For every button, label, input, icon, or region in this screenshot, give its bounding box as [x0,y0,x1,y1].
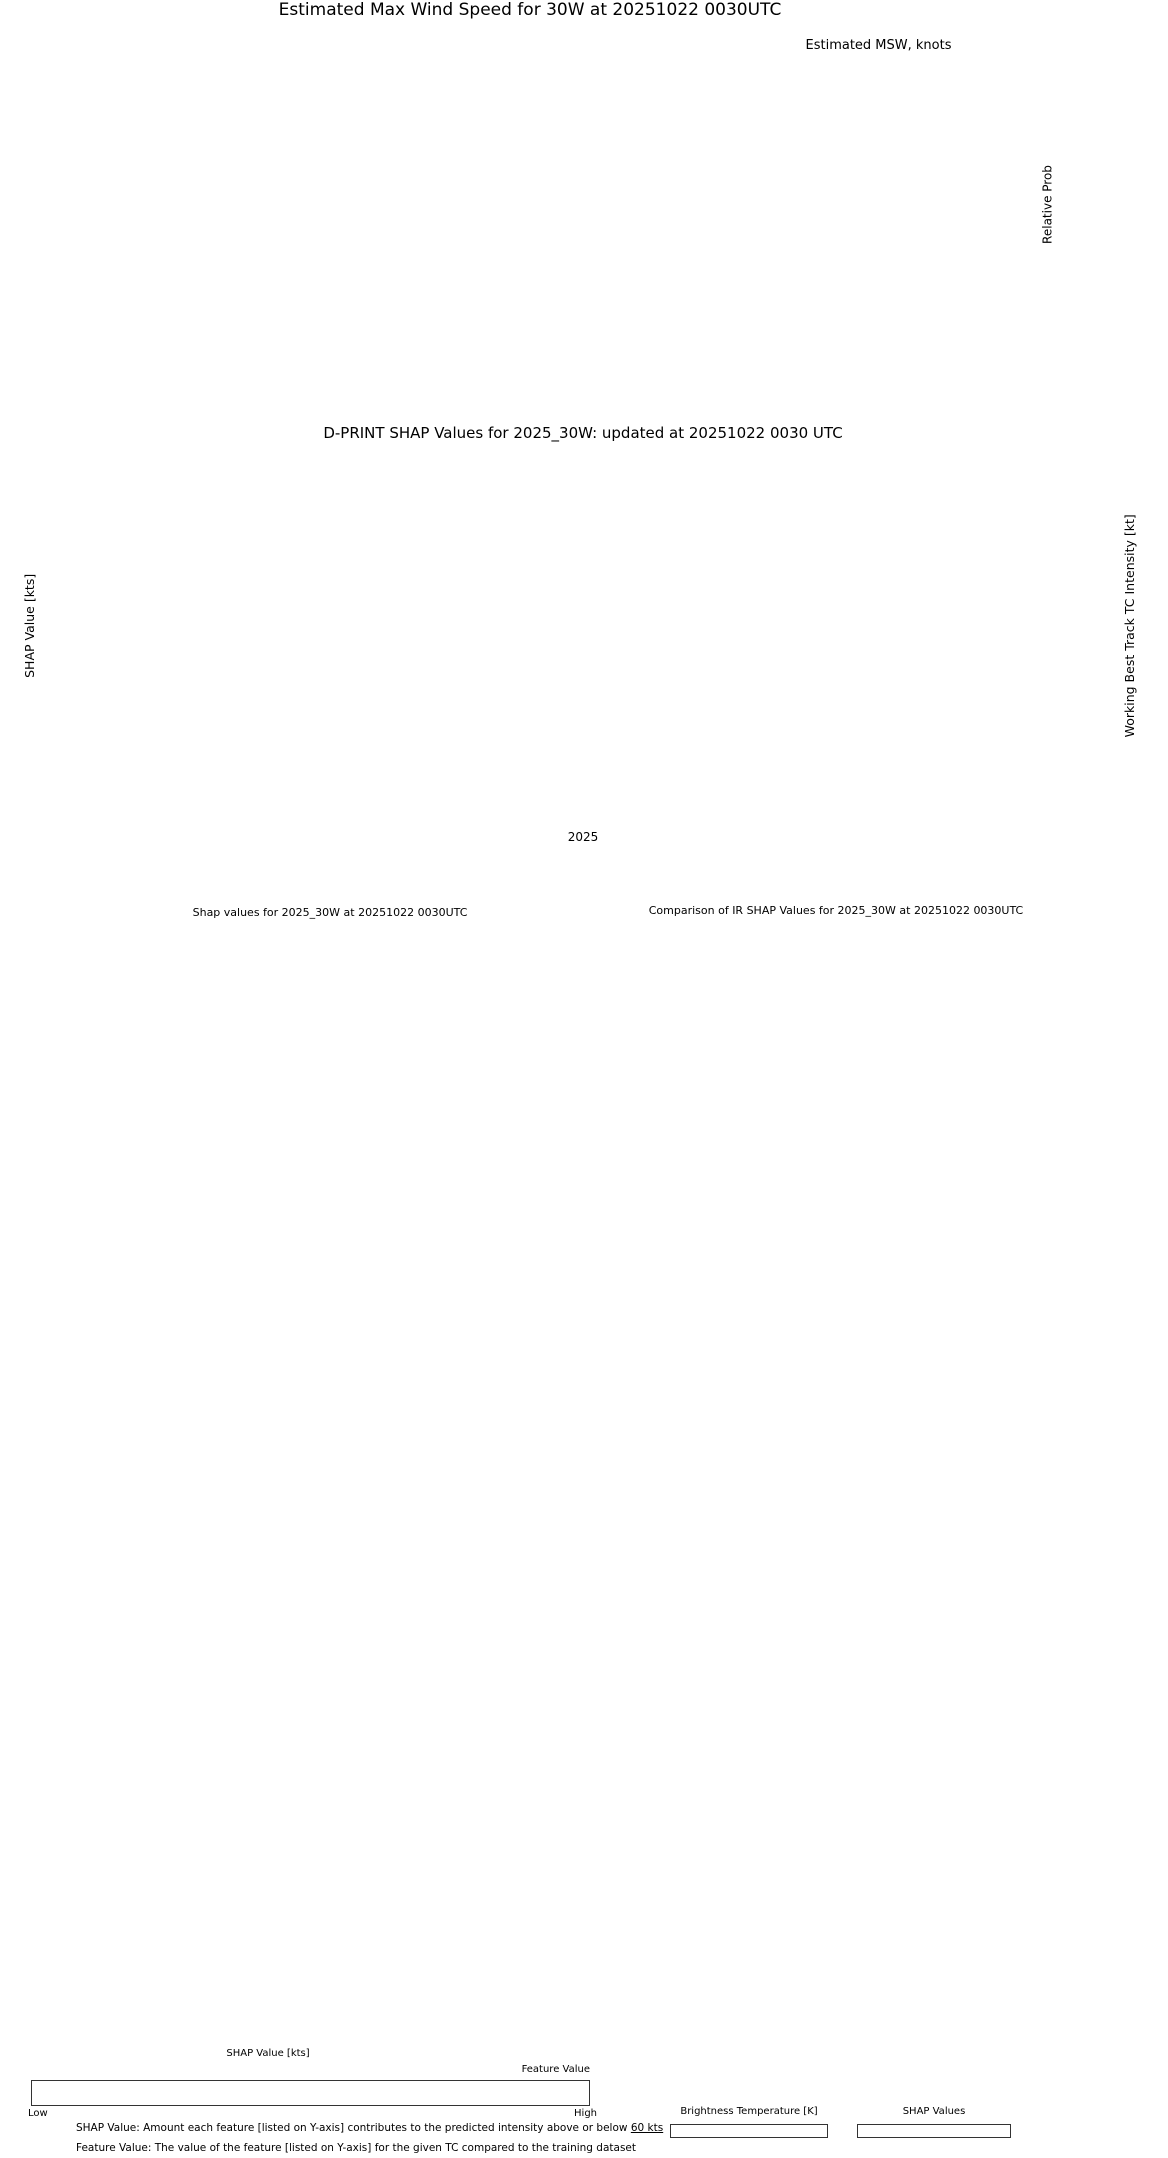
timeseries-title: D-PRINT SHAP Values for 2025_30W: updated at 20251022 0030 UTC [323,424,843,442]
footnote-feature-value: Feature Value: The value of the feature [listed on Y-axis] for the given TC compared to the training dataset [76,2142,637,2154]
dotplot-title: Shap values for 2025_30W at 20251022 0030UTC [192,906,468,919]
feature-value-colorbar [31,2080,590,2106]
timeseries-ylabel-left: SHAP Value [kts] [22,573,38,678]
comparison-title: Comparison of IR SHAP Values for 2025_30W at 20251022 0030UTC [648,904,1024,917]
timeseries-year-label: 2025 [567,830,599,844]
footnote-shap-prefix: SHAP Value: Amount each feature [listed on Y-axis] contributes to the predicted intensity above or below [76,2122,631,2134]
dotplot-xlabel: SHAP Value [kts] [226,2048,310,2059]
shap-values-colorbar [857,2124,1011,2138]
feature-value-colorbar-label: Feature Value [521,2064,590,2075]
colorbar-high-label: High [574,2108,597,2119]
footnote-shap-underline: 60 kts [630,2122,664,2134]
bt-colorbar [670,2124,828,2138]
histogram-ylabel: Relative Prob [1040,165,1055,244]
shap-colorbar-title: SHAP Values [902,2106,966,2117]
footnote-shap-value [76,2122,976,2135]
timeseries-ylabel-right: Working Best Track TC Intensity [kt] [1122,514,1138,738]
histogram-title: Estimated MSW, knots [805,38,952,53]
bt-colorbar-title: Brightness Temperature [K] [680,2106,818,2117]
colorbar-low-label: Low [28,2108,48,2119]
figure-title: Estimated Max Wind Speed for 30W at 20251022 0030UTC [278,0,782,20]
